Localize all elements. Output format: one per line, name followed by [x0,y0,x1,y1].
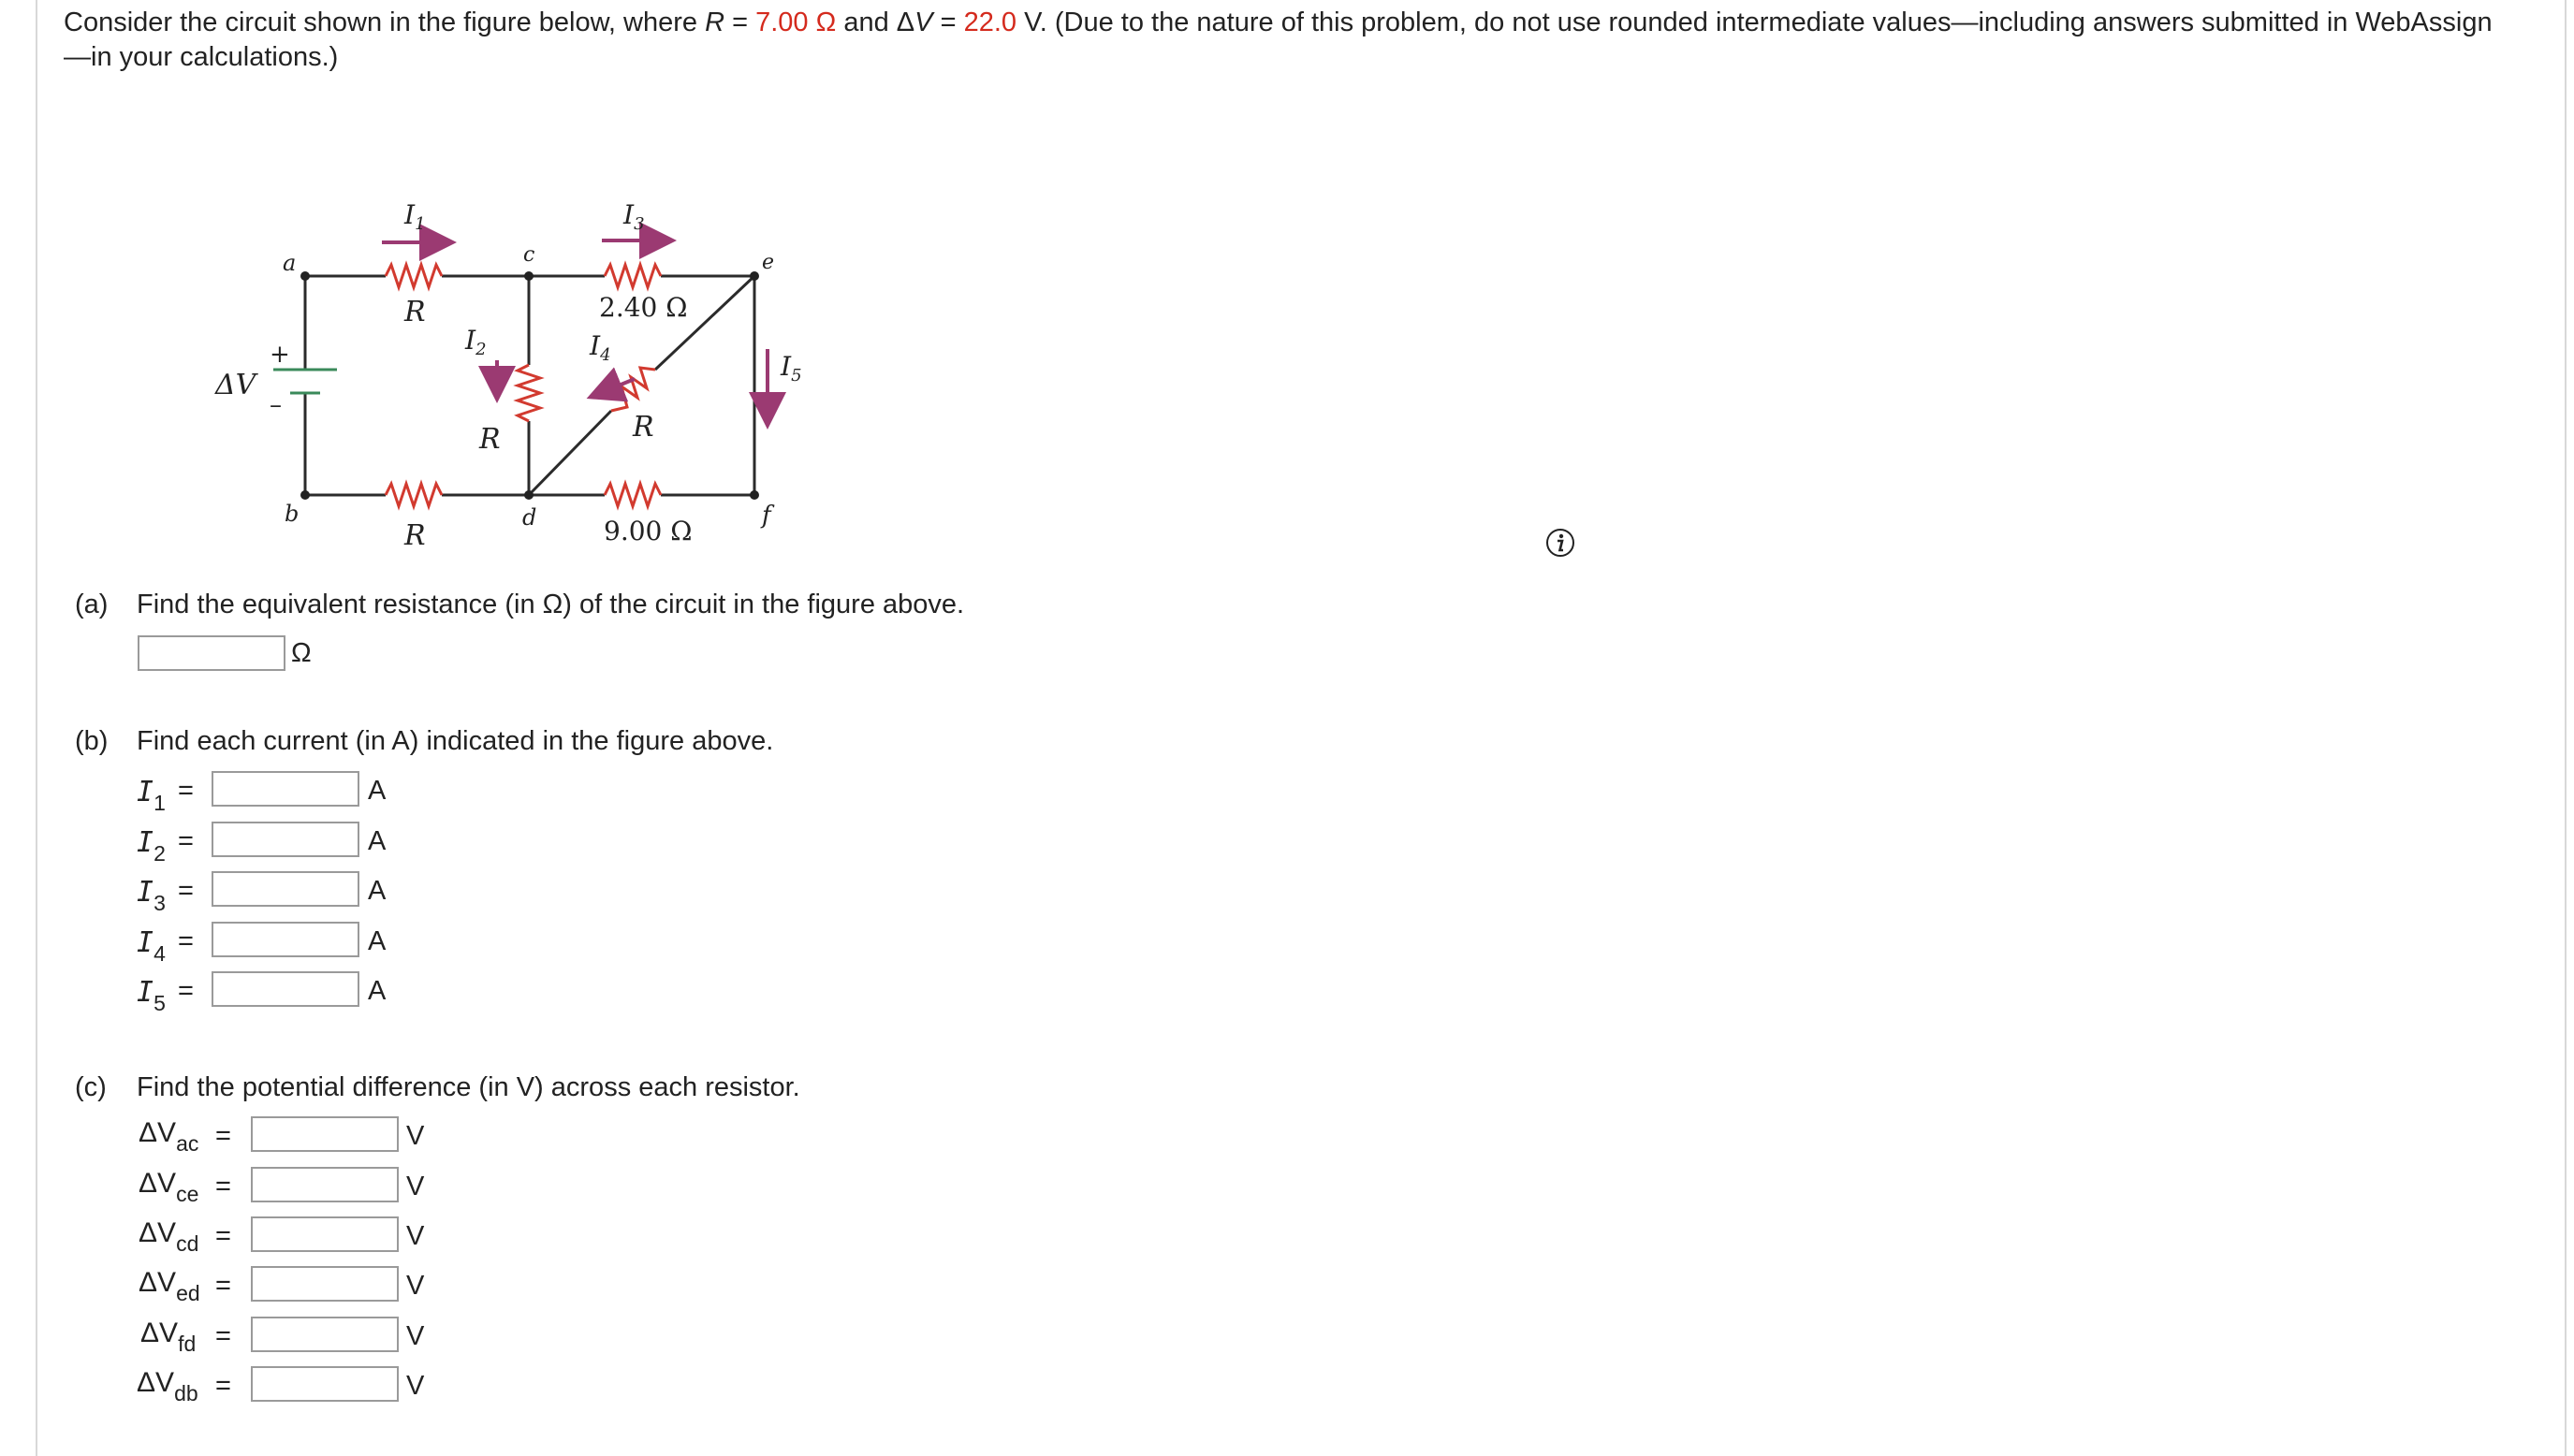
equals-sign: = [215,1172,231,1201]
label-top-right: 2.40 Ω [599,292,688,323]
voltage-ed-input[interactable] [251,1266,399,1302]
unit-label: V [406,1371,425,1401]
unit-label: A [368,876,387,906]
unit-label: V [406,1221,425,1251]
current-label-i4: $I_4$ [590,330,611,365]
voltage-label: $\Delta V_{fd}$ [140,1318,197,1356]
label-bottom-right: 9.00 Ω [604,516,693,546]
unit-label: V [406,1271,425,1301]
equivalent-resistance-input[interactable] [138,635,285,671]
current-label-i3: $I_3$ [623,199,645,234]
current-label: $I_3$ [137,876,166,915]
equals-sign: = [215,1221,231,1251]
part-a-question: (a) Find the equivalent resistance (in Ω) of the circuit in the figure above. [75,590,965,619]
problem-statement: Consider the circuit shown in the figure below, where R = 7.00 Ω and ΔV = 22.0 V. (Due to the nature of this problem, do not use rounded intermediate values—including answers submitted in WebAssign—in your calculations.) [64,7,2493,72]
current-label-i5: $I_5$ [781,351,802,386]
current-label: $I_5$ [137,976,166,1015]
resistor-bottom-left [386,484,442,506]
voltage-label: $\Delta V_{db}$ [137,1367,198,1405]
voltage-ac-input[interactable] [251,1116,399,1152]
unit-label: V [406,1172,425,1201]
resistor-diagonal [611,368,655,411]
resistor-middle [518,365,540,421]
voltage-fd-input[interactable] [251,1317,399,1352]
unit-label: A [368,776,387,806]
current-arrows [382,240,768,422]
label-r-middle: R [479,423,501,456]
unit-label: A [368,926,387,956]
part-b-question: (b) Find each current (in A) indicated in the figure above. [75,726,774,756]
label-r-bottom-left: R [404,519,426,552]
equals-sign: = [178,876,194,906]
resistor-bottom-right [605,484,661,506]
unit-label: V [406,1121,425,1151]
resistor-top-right [605,265,661,287]
voltage-label: $\Delta V_{ac}$ [139,1117,199,1156]
current-label-i1: $I_1$ [404,199,426,234]
equals-sign: = [215,1121,231,1151]
part-a-unit: Ω [291,638,312,668]
unit-label: V [406,1321,425,1351]
current-label-i2: $I_2$ [465,325,487,359]
equals-sign: = [178,926,194,956]
v-value: 22.0 [963,7,1017,37]
current-i3-input[interactable] [212,871,359,907]
voltage-label: $\Delta V_{cd}$ [139,1217,199,1256]
current-i4-input[interactable] [212,922,359,957]
voltage-db-input[interactable] [251,1366,399,1402]
equals-sign: = [178,826,194,856]
current-i2-input[interactable] [212,822,359,857]
voltage-ce-input[interactable] [251,1167,399,1202]
current-label: $I_2$ [137,826,166,866]
label-r-top-left: R [404,296,426,328]
equals-sign: = [215,1321,231,1351]
node-f: f [762,502,771,530]
current-i1-input[interactable] [212,771,359,807]
unit-label: A [368,976,387,1006]
info-icon[interactable] [1544,527,1576,559]
part-c-question: (c) Find the potential difference (in V) across each resistor. [75,1072,800,1102]
node-b: b [285,501,300,527]
equals-sign: = [215,1371,231,1401]
current-label: $I_4$ [137,926,166,966]
equals-sign: = [178,976,194,1006]
resistor-top-left [386,265,442,287]
current-i5-input[interactable] [212,971,359,1007]
equals-sign: = [215,1271,231,1301]
equals-sign: = [178,776,194,806]
circuit-figure [187,182,861,575]
battery-plus: + [270,341,290,369]
label-r-diagonal: R [633,411,654,444]
battery-minus: – [270,391,282,419]
r-value: 7.00 Ω [755,7,837,37]
node-d: d [522,504,537,531]
battery-label: ΔV [215,369,256,401]
unit-label: A [368,826,387,856]
voltage-cd-input[interactable] [251,1216,399,1252]
current-label: $I_1$ [137,776,166,815]
voltage-label: $\Delta V_{ce}$ [139,1168,199,1206]
node-e: e [762,251,775,274]
node-c: c [523,243,535,267]
node-a: a [283,250,297,276]
battery [273,370,337,393]
voltage-label: $\Delta V_{ed}$ [139,1267,200,1305]
